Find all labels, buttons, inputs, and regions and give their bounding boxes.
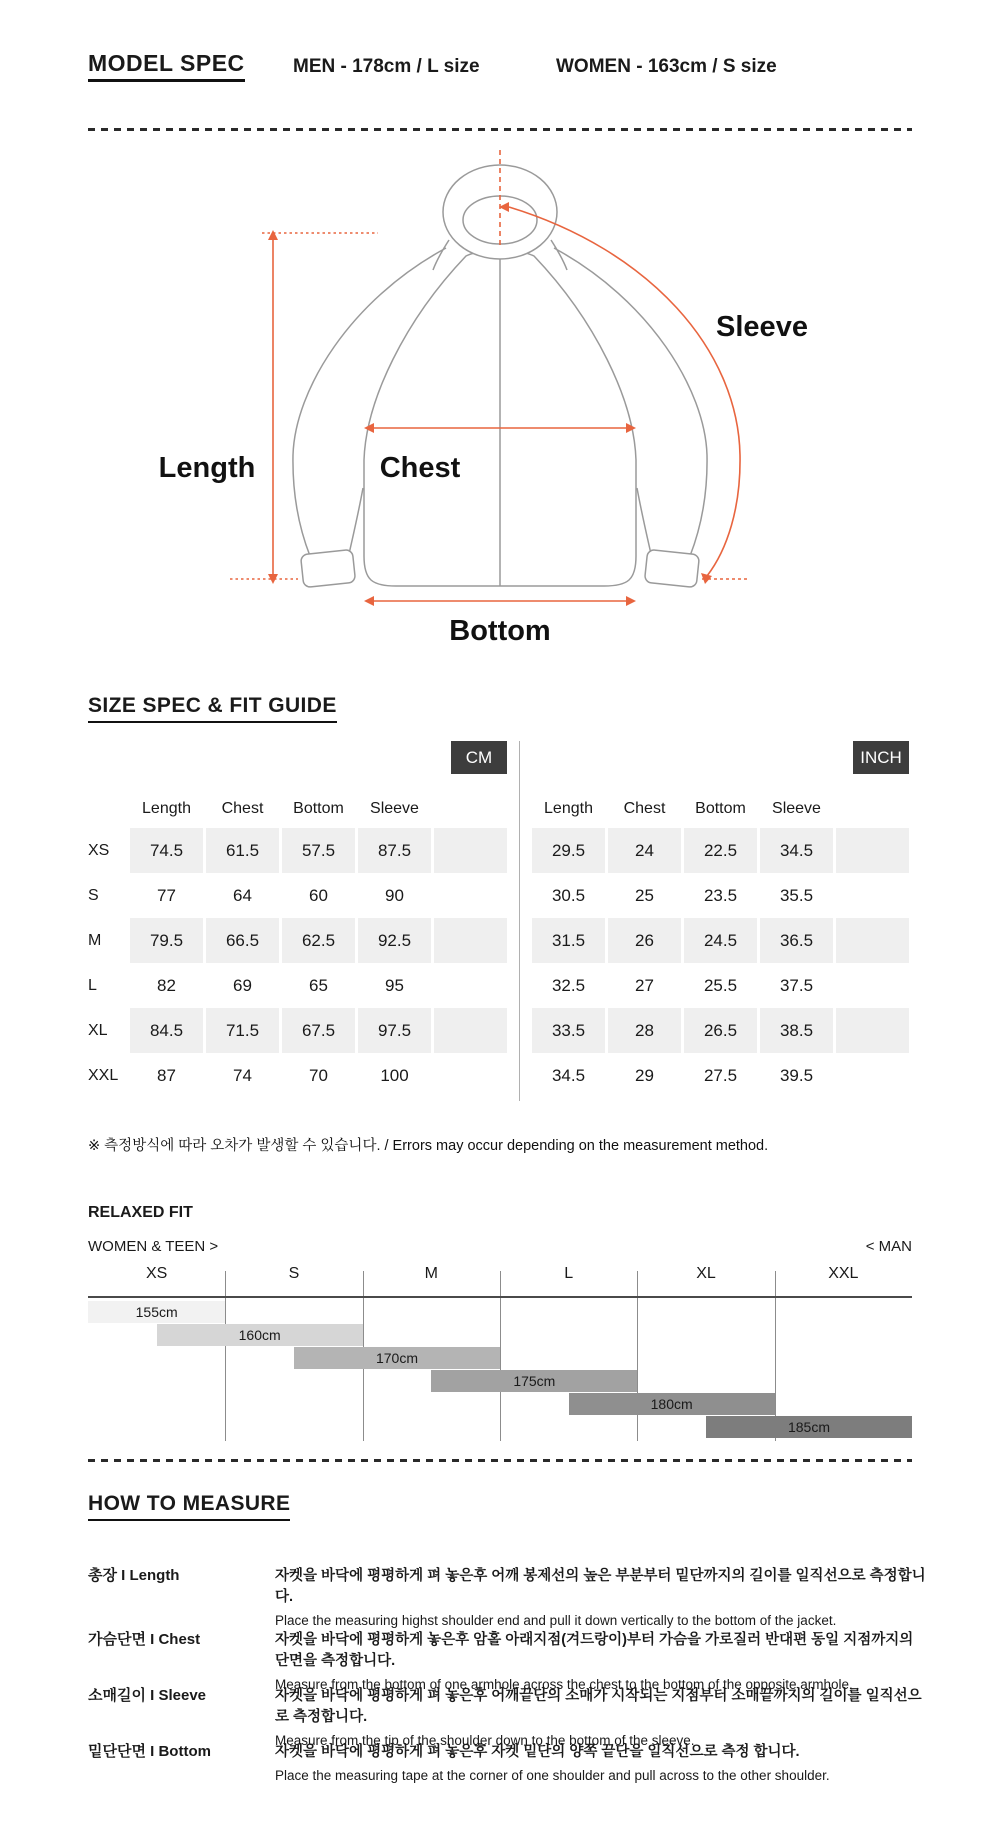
table-cell: 25.5 (703, 975, 738, 995)
table-cell: 23.5 (703, 885, 738, 905)
fit-guide-chart (88, 1265, 912, 1443)
table-cell: 30.5 (551, 885, 586, 905)
size-table-cm (88, 790, 507, 1098)
measure-description (275, 1684, 928, 1748)
table-cell: 31.5 (532, 918, 605, 963)
fit-size-label: XS (145, 1265, 168, 1282)
table-cell: 60 (309, 885, 328, 905)
table-cell: 70 (309, 1065, 328, 1085)
jacket-outline (293, 165, 707, 588)
page-title: MODEL SPEC (88, 50, 245, 82)
table-cell: 28 (608, 1008, 681, 1053)
column-header: Chest (623, 800, 666, 817)
table-corner (88, 790, 127, 828)
table-cell: 66.5 (206, 918, 279, 963)
table-cell: 22.5 (684, 828, 757, 873)
measure-description (275, 1740, 830, 1783)
size-table-inch (532, 790, 909, 1098)
size-label: L (88, 976, 97, 994)
inch-badge: INCH (853, 741, 909, 774)
measure-label: 소매길이 I Sleeve (88, 1687, 207, 1704)
table-cell: 24 (608, 828, 681, 873)
table-cell: 79.5 (130, 918, 203, 963)
height-bar: 160cm (157, 1324, 363, 1346)
height-bar: 180cm (569, 1393, 775, 1415)
size-label: S (88, 886, 99, 904)
measure-row (88, 1740, 928, 1783)
table-cell-empty (836, 873, 909, 918)
table-cell-empty (434, 1053, 507, 1098)
table-cell-empty (836, 828, 909, 873)
table-cell: 39.5 (779, 1065, 814, 1085)
table-cell: 74 (233, 1065, 252, 1085)
table-cell: 35.5 (779, 885, 814, 905)
table-cell: 33.5 (532, 1008, 605, 1053)
table-cell: 26.5 (684, 1008, 757, 1053)
table-cell: 26 (608, 918, 681, 963)
table-cell-empty (836, 918, 909, 963)
table-cell: 36.5 (760, 918, 833, 963)
table-cell-empty (836, 1053, 909, 1098)
measurement-note: ※ 측정방식에 따라 오차가 발생할 수 있습니다. / Errors may occur depending on the measurement method. (88, 1138, 769, 1154)
table-cell: 61.5 (206, 828, 279, 873)
size-label: XL (88, 1021, 108, 1039)
measure-description-kr: 자켓을 바닥에 평평하게 펴 놓은후 어깨끝단의 소매가 시작되는 지점부터 소매끝까지의 길이를 일직선으로 측정합니다. (275, 1688, 922, 1725)
dashed-divider-bottom (88, 1459, 912, 1462)
fit-guide-women-label: WOMEN & TEEN > (88, 1238, 219, 1255)
table-cell: 62.5 (282, 918, 355, 963)
column-header: Length (142, 800, 191, 817)
table-cell-empty (836, 1008, 909, 1053)
measure-description-kr: 자켓을 바닥에 평평하게 펴 놓은후 어깨 봉제선의 높은 부분부터 밑단까지의 길이를 일직선으로 측정합니다. (275, 1568, 926, 1605)
column-header: Chest (221, 800, 264, 817)
table-cell: 34.5 (551, 1065, 586, 1085)
column-header: Length (544, 800, 593, 817)
table-cell: 84.5 (130, 1008, 203, 1053)
table-cell: 27 (635, 975, 654, 995)
table-cell: 24.5 (684, 918, 757, 963)
length-label: Length (158, 452, 256, 484)
measure-label: 밑단단면 I Bottom (88, 1743, 211, 1760)
table-cell-empty (434, 873, 507, 918)
column-header-empty (434, 790, 507, 828)
column-header: Bottom (293, 800, 344, 817)
table-cell: 65 (309, 975, 328, 995)
model-spec-women: WOMEN - 163cm / S size (556, 56, 777, 77)
table-cell: 90 (385, 885, 404, 905)
table-cell-empty (434, 963, 507, 1008)
table-cell-empty (434, 918, 507, 963)
table-cell: 32.5 (551, 975, 586, 995)
table-cell: 71.5 (206, 1008, 279, 1053)
bottom-label: Bottom (449, 615, 551, 647)
fit-size-label: M (424, 1265, 438, 1282)
table-cell: 82 (157, 975, 176, 995)
table-cell: 29 (635, 1065, 654, 1085)
measure-description (275, 1564, 928, 1628)
dashed-divider-top (88, 128, 912, 131)
table-cell: 37.5 (779, 975, 814, 995)
table-cell: 67.5 (282, 1008, 355, 1053)
table-cell: 74.5 (130, 828, 203, 873)
how-to-measure-title: HOW TO MEASURE (88, 1492, 290, 1521)
table-cell-empty (434, 1008, 507, 1053)
height-bar: 185cm (706, 1416, 912, 1438)
measure-description (275, 1628, 928, 1692)
table-cell: 29.5 (532, 828, 605, 873)
column-header: Bottom (695, 800, 746, 817)
measure-row (88, 1684, 928, 1748)
table-cell: 95 (385, 975, 404, 995)
measure-row (88, 1564, 928, 1628)
table-cell: 92.5 (358, 918, 431, 963)
column-header-empty (836, 790, 909, 828)
fit-size-label: XL (696, 1265, 716, 1282)
height-bar: 155cm (88, 1301, 225, 1323)
size-label: XXL (88, 1066, 119, 1084)
size-label: XS (88, 841, 110, 859)
measure-label: 총장 I Length (88, 1567, 180, 1584)
measure-description-kr: 자켓을 바닥에 평평하게 놓은후 암홀 아래지점(겨드랑이)부터 가슴을 가로질러 반대편 동일 지점까지의 단면을 측정합니다. (275, 1632, 914, 1669)
size-label: M (88, 931, 102, 949)
size-spec-title: SIZE SPEC & FIT GUIDE (88, 694, 337, 723)
table-cell-empty (836, 963, 909, 1008)
measure-label: 가슴단면 I Chest (88, 1631, 201, 1648)
table-cell: 97.5 (358, 1008, 431, 1053)
column-header: Sleeve (370, 800, 419, 817)
table-cell: 87.5 (358, 828, 431, 873)
height-bar: 175cm (431, 1370, 637, 1392)
table-cell: 77 (157, 885, 176, 905)
jacket-measurement-diagram (0, 140, 1000, 650)
table-cell: 57.5 (282, 828, 355, 873)
measure-description-en: Measure from the bottom of one armhole across the chest to the bottom of the opposite armhole. (275, 1677, 853, 1692)
fit-axis-line (88, 1296, 912, 1298)
table-cell: 25 (635, 885, 654, 905)
measure-description-en: Place the measuring highst shoulder end and pull it down vertically to the bottom of the jacket. (275, 1613, 837, 1628)
height-bar: 170cm (294, 1347, 500, 1369)
table-cell: 34.5 (760, 828, 833, 873)
fit-guide-title: RELAXED FIT (88, 1204, 193, 1221)
sleeve-label: Sleeve (716, 311, 808, 343)
table-cell: 100 (380, 1065, 409, 1085)
table-cell: 27.5 (703, 1065, 738, 1085)
measure-description-en: Measure from the tip of the shoulder down to the bottom of the sleeve. (275, 1733, 695, 1748)
measure-row (88, 1628, 928, 1692)
table-cell-empty (434, 828, 507, 873)
table-cell: 38.5 (760, 1008, 833, 1053)
table-cell: 69 (233, 975, 252, 995)
table-cell: 64 (233, 885, 252, 905)
measure-description-kr: 자켓을 바닥에 평평하게 펴 놓은후 자켓 밑단의 양쪽 끝단을 일직선으로 측정 합니다. (275, 1744, 800, 1760)
fit-size-label: L (564, 1265, 574, 1282)
table-cell: 87 (157, 1065, 176, 1085)
cm-badge: CM (451, 741, 507, 774)
chest-label: Chest (379, 452, 461, 484)
measure-description-en: Place the measuring tape at the corner of one shoulder and pull across to the other shoulder. (275, 1768, 830, 1783)
table-divider (519, 741, 520, 1101)
fit-size-label: S (288, 1265, 300, 1282)
model-spec-men: MEN - 178cm / L size (293, 56, 480, 77)
fit-guide-man-label: < MAN (865, 1238, 912, 1255)
fit-size-label: XXL (828, 1265, 859, 1282)
column-header: Sleeve (772, 800, 821, 817)
